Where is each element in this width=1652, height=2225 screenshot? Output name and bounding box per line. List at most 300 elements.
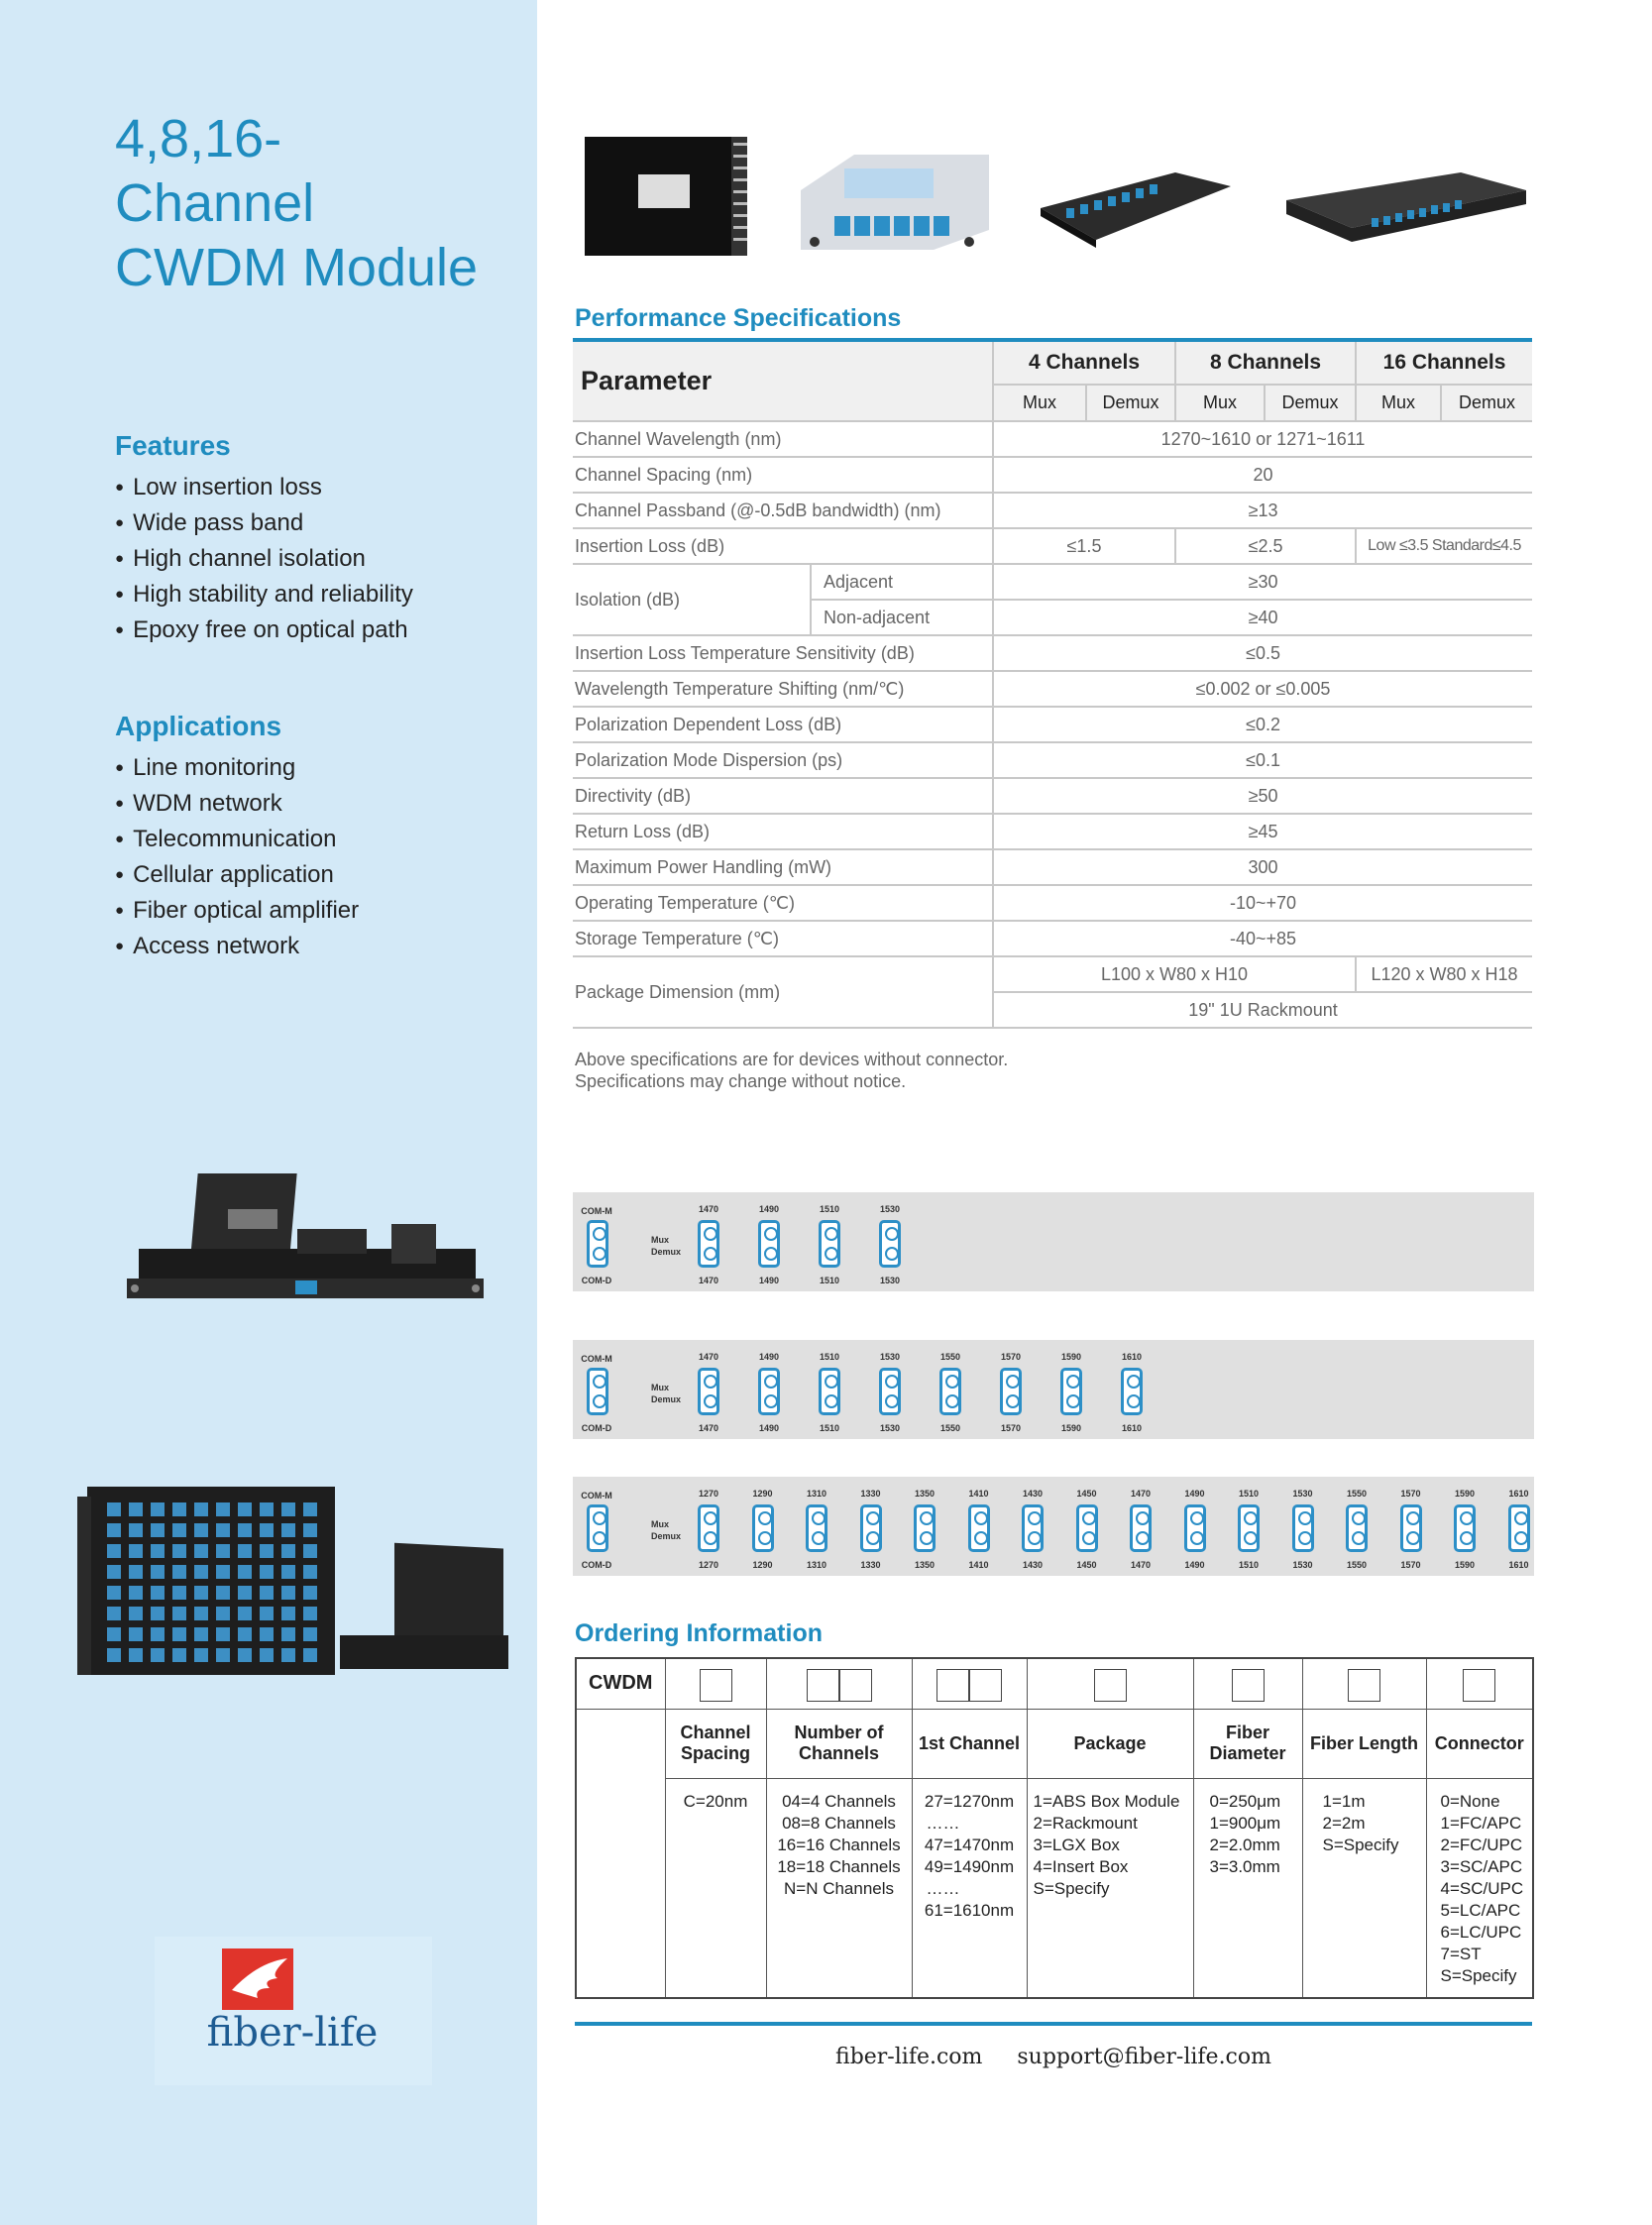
port-icon — [260, 1627, 274, 1641]
port-icon — [216, 1648, 230, 1662]
logo-text: fiber-life — [206, 2010, 379, 2056]
port-icon — [303, 1607, 317, 1620]
port-icon — [151, 1648, 165, 1662]
head-line: Fiber — [1225, 1723, 1269, 1742]
channel-label: 1350 — [914, 1560, 936, 1570]
table-row: Insertion Loss Temperature Sensitivity (dB) ≤0.5 — [573, 635, 1532, 671]
performance-heading: Performance Specifications — [575, 304, 902, 332]
table-row: Isolation (dB) Adjacent ≥30 — [573, 564, 1532, 600]
channel-label: 1610 — [1121, 1352, 1143, 1362]
channel-label: 1550 — [939, 1352, 961, 1362]
port-icon — [1346, 1504, 1368, 1552]
port-icon — [107, 1627, 121, 1641]
option: S=Specify — [1322, 1835, 1399, 1854]
port-icon — [281, 1523, 295, 1537]
table-row: Maximum Power Handling (mW) 300 — [573, 849, 1532, 885]
channel-label: 1570 — [1400, 1489, 1421, 1499]
channel-label: 1570 — [1000, 1352, 1022, 1362]
group-16ch: 16 Channels — [1356, 342, 1532, 385]
channel-label: 1450 — [1076, 1560, 1097, 1570]
order-box-diameter — [1193, 1658, 1302, 1709]
channel-label: 1450 — [1076, 1489, 1097, 1499]
port-icon — [172, 1648, 186, 1662]
channel-label: 1530 — [879, 1423, 901, 1433]
channel-label: 1490 — [758, 1423, 780, 1433]
group-4ch: 4 Channels — [993, 342, 1175, 385]
channel-label: 1470 — [698, 1352, 719, 1362]
head-line: Spacing — [680, 1743, 750, 1763]
com-m-label: COM-M — [581, 1206, 612, 1216]
checkbox[interactable] — [1232, 1669, 1265, 1702]
port-icon — [281, 1502, 295, 1516]
port-icon — [216, 1544, 230, 1558]
checkbox[interactable] — [936, 1669, 969, 1702]
port-icon — [260, 1607, 274, 1620]
port-icon — [260, 1586, 274, 1600]
port-icon — [107, 1586, 121, 1600]
list-item: ● WDM network — [115, 787, 359, 823]
port-icon — [1508, 1504, 1530, 1552]
port-icon — [698, 1504, 719, 1552]
port-icon — [238, 1502, 252, 1516]
port-icon — [1238, 1504, 1260, 1552]
option: 61=1610nm — [924, 1900, 1015, 1920]
head-line: Channel — [680, 1723, 751, 1742]
port-icon — [758, 1368, 780, 1415]
order-head: Connector — [1426, 1709, 1533, 1778]
port-icon — [698, 1368, 719, 1415]
channel-label: 1590 — [1454, 1560, 1476, 1570]
option: 2=2m — [1322, 1813, 1366, 1833]
option: N=N Channels — [783, 1878, 895, 1898]
port-icon — [172, 1565, 186, 1579]
order-opts — [766, 1778, 912, 1998]
sub-header: Demux — [1086, 385, 1175, 421]
channel-label: 1530 — [1292, 1489, 1313, 1499]
port-icon — [194, 1648, 208, 1662]
mux-label — [651, 1234, 681, 1258]
checkbox[interactable] — [700, 1669, 732, 1702]
port-icon — [1060, 1368, 1082, 1415]
checkbox[interactable] — [1094, 1669, 1127, 1702]
option: 16=16 Channels — [777, 1835, 901, 1854]
mux-label — [651, 1382, 681, 1405]
channel-label: 1490 — [758, 1204, 780, 1214]
port-icon — [172, 1586, 186, 1600]
channel-label: 1490 — [758, 1352, 780, 1362]
option: 2=2.0mm — [1209, 1835, 1280, 1854]
port-icon — [1454, 1504, 1476, 1552]
list-item: ● Cellular application — [115, 858, 359, 894]
channel-label: 1470 — [1130, 1489, 1152, 1499]
list-item: ● Low insertion loss — [115, 471, 413, 506]
order-blank-cell — [576, 1709, 665, 1998]
option: 6=LC/UPC — [1440, 1922, 1522, 1942]
port-icon — [107, 1565, 121, 1579]
logo — [155, 1937, 432, 2085]
order-box-length — [1302, 1658, 1426, 1709]
channel-label: 1470 — [698, 1276, 719, 1285]
option: 1=900μm — [1209, 1813, 1281, 1833]
option: 1=ABS Box Module — [1033, 1791, 1180, 1811]
channel-label: 1510 — [1238, 1560, 1260, 1570]
option: S=Specify — [1033, 1878, 1110, 1898]
channel-label: 1550 — [1346, 1489, 1368, 1499]
head-line: Number of — [794, 1723, 884, 1742]
port-icon — [860, 1504, 882, 1552]
checkbox[interactable] — [839, 1669, 872, 1702]
option: 4=Insert Box — [1033, 1856, 1129, 1876]
port-icon — [194, 1502, 208, 1516]
port-icon — [172, 1607, 186, 1620]
channel-label: 1430 — [1022, 1560, 1044, 1570]
table-row: Channel Spacing (nm) 20 — [573, 457, 1532, 493]
list-item: ● Line monitoring — [115, 751, 359, 787]
channel-label: 1430 — [1022, 1489, 1044, 1499]
port-icon — [238, 1607, 252, 1620]
table-row: Insertion Loss (dB) ≤1.5 ≤2.5 Low ≤3.5 Standard≤4.5 — [573, 528, 1532, 564]
table-row: Channel Wavelength (nm) 1270~1610 or 1271~1611 — [573, 421, 1532, 457]
port-icon — [303, 1523, 317, 1537]
port-icon — [151, 1544, 165, 1558]
option: 5=LC/APC — [1440, 1900, 1521, 1920]
checkbox[interactable] — [1348, 1669, 1380, 1702]
order-box-channels — [766, 1658, 912, 1709]
port-icon — [238, 1648, 252, 1662]
sidebar — [0, 0, 537, 2225]
channel-label: 1530 — [1292, 1560, 1313, 1570]
port-icon — [303, 1627, 317, 1641]
table-row: Polarization Dependent Loss (dB) ≤0.2 — [573, 707, 1532, 742]
chassis-product-image — [77, 1487, 513, 1695]
option: 7=ST — [1440, 1944, 1482, 1963]
list-item: ● Access network — [115, 930, 359, 965]
list-item: ● High stability and reliability — [115, 578, 413, 613]
channel-label: 1530 — [879, 1352, 901, 1362]
port-icon — [194, 1607, 208, 1620]
option: 0=250μm — [1209, 1791, 1281, 1811]
channel-label: 1550 — [1346, 1560, 1368, 1570]
option: 3=SC/APC — [1440, 1856, 1523, 1876]
table-row: Wavelength Temperature Shifting (nm/℃) ≤0.002 or ≤0.005 — [573, 671, 1532, 707]
port-icon — [129, 1627, 143, 1641]
order-box-first — [912, 1658, 1027, 1709]
port-icon — [216, 1502, 230, 1516]
port-icon — [303, 1544, 317, 1558]
order-box-package — [1027, 1658, 1193, 1709]
table-row: Operating Temperature (℃) -10~+70 — [573, 885, 1532, 921]
port-icon — [587, 1504, 608, 1552]
com-d-label: COM-D — [581, 1423, 612, 1433]
mux-text: Mux — [651, 1235, 669, 1245]
channel-label: 1490 — [758, 1276, 780, 1285]
port-icon — [1400, 1504, 1422, 1552]
port-icon — [303, 1565, 317, 1579]
port-icon — [879, 1368, 901, 1415]
port-icon — [281, 1648, 295, 1662]
mux-text: Mux — [651, 1383, 669, 1392]
sub-header: Demux — [1441, 385, 1532, 421]
port-icon — [151, 1627, 165, 1641]
channel-label: 1310 — [806, 1489, 827, 1499]
diagram-16ch — [573, 1477, 1534, 1576]
port-icon — [216, 1565, 230, 1579]
channel-label: 1270 — [698, 1560, 719, 1570]
option: 1=FC/APC — [1440, 1813, 1522, 1833]
port-icon — [303, 1648, 317, 1662]
port-icon — [758, 1220, 780, 1268]
channel-label: 1550 — [939, 1423, 961, 1433]
title-line-2: Channel — [115, 173, 315, 233]
order-head — [1193, 1709, 1302, 1778]
page-title — [115, 107, 531, 300]
diagram-4ch — [573, 1192, 1534, 1291]
features-heading: Features — [115, 430, 231, 461]
port-icon — [281, 1565, 295, 1579]
sub-header: Demux — [1265, 385, 1356, 421]
order-opts — [1193, 1778, 1302, 1998]
port-icon — [172, 1502, 186, 1516]
port-icon — [107, 1544, 121, 1558]
table-row: Package Dimension (mm) L100 x W80 x H10 L120 x W80 x H18 — [573, 956, 1532, 992]
list-item: ● Epoxy free on optical path — [115, 613, 413, 649]
channel-label: 1470 — [698, 1204, 719, 1214]
checkbox[interactable] — [807, 1669, 839, 1702]
table-row: 19" 1U Rackmount — [573, 992, 1532, 1028]
com-m-label: COM-M — [581, 1354, 612, 1364]
title-line-1: 4,8,16- — [115, 109, 282, 168]
channel-label: 1290 — [752, 1489, 773, 1499]
port-icon — [303, 1502, 317, 1516]
channel-label: 1610 — [1508, 1489, 1529, 1499]
port-icon — [587, 1368, 608, 1415]
port-icon — [587, 1220, 608, 1268]
port-icon — [151, 1565, 165, 1579]
table-row: Polarization Mode Dispersion (ps) ≤0.1 — [573, 742, 1532, 778]
rackmount-product-image — [119, 1169, 496, 1318]
channel-label: 1530 — [879, 1204, 901, 1214]
demux-text: Demux — [651, 1394, 682, 1404]
head-line: Channels — [798, 1743, 880, 1763]
mux-label — [651, 1518, 681, 1542]
port-icon — [752, 1504, 774, 1552]
port-icon — [260, 1523, 274, 1537]
port-icon — [129, 1544, 143, 1558]
port-icon — [172, 1544, 186, 1558]
features-list — [115, 471, 413, 649]
port-icon — [1076, 1504, 1098, 1552]
port-icon — [216, 1607, 230, 1620]
port-icon — [819, 1220, 840, 1268]
channel-label: 1410 — [968, 1560, 989, 1570]
table-row: Channel Passband (@-0.5dB bandwidth) (nm) ≥13 — [573, 493, 1532, 528]
order-head: Package — [1027, 1709, 1193, 1778]
com-d-label: COM-D — [581, 1276, 612, 1285]
channel-label: 1530 — [879, 1276, 901, 1285]
channel-label: 1330 — [860, 1560, 881, 1570]
port-icon — [194, 1565, 208, 1579]
port-icon — [260, 1544, 274, 1558]
port-icon — [216, 1627, 230, 1641]
title-line-3: CWDM Module — [115, 238, 479, 297]
port-icon — [806, 1504, 827, 1552]
port-icon — [238, 1586, 252, 1600]
order-opts — [1027, 1778, 1193, 1998]
abs-box-module-image — [583, 133, 751, 262]
spec-table-wrap — [573, 338, 1532, 1029]
ordering-table — [575, 1657, 1534, 1999]
order-prefix: CWDM — [576, 1658, 665, 1709]
rackmount-16ch-image — [1282, 170, 1530, 250]
option: 47=1470nm — [924, 1835, 1015, 1854]
port-icon — [151, 1502, 165, 1516]
applications-list — [115, 751, 359, 965]
sub-header: Mux — [993, 385, 1086, 421]
table-row: Directivity (dB) ≥50 — [573, 778, 1532, 814]
order-head: 1st Channel — [912, 1709, 1027, 1778]
port-icon — [107, 1607, 121, 1620]
port-icon — [216, 1523, 230, 1537]
option: 2=FC/UPC — [1440, 1835, 1523, 1854]
port-icon — [151, 1607, 165, 1620]
option: …… — [926, 1878, 960, 1898]
port-icon — [698, 1220, 719, 1268]
order-head — [766, 1709, 912, 1778]
port-icon — [1184, 1504, 1206, 1552]
port-icon — [129, 1586, 143, 1600]
option: 3=3.0mm — [1209, 1856, 1280, 1876]
channel-label: 1490 — [1184, 1560, 1205, 1570]
port-icon — [129, 1607, 143, 1620]
port-icon — [281, 1607, 295, 1620]
list-item: ● Wide pass band — [115, 506, 413, 542]
channel-label: 1590 — [1060, 1423, 1082, 1433]
spec-table — [573, 342, 1532, 1029]
option: 04=4 Channels — [782, 1791, 896, 1811]
ordering-heading: Ordering Information — [575, 1619, 823, 1647]
channel-label: 1410 — [968, 1489, 989, 1499]
order-opts — [912, 1778, 1027, 1998]
option: 4=SC/UPC — [1440, 1878, 1524, 1898]
option: …… — [926, 1813, 960, 1833]
lgx-box-image — [795, 151, 993, 260]
port-icon — [129, 1523, 143, 1537]
channel-label: 1510 — [1238, 1489, 1260, 1499]
com-d-label: COM-D — [581, 1560, 612, 1570]
diagram-8ch — [573, 1340, 1534, 1439]
channel-label: 1510 — [819, 1276, 840, 1285]
channel-label: 1610 — [1508, 1560, 1529, 1570]
port-icon — [1130, 1504, 1152, 1552]
channel-label: 1310 — [806, 1560, 827, 1570]
port-icon — [260, 1502, 274, 1516]
port-icon — [107, 1648, 121, 1662]
list-item: ● High channel isolation — [115, 542, 413, 578]
port-icon — [129, 1648, 143, 1662]
spec-notes — [575, 1049, 1008, 1092]
port-icon — [238, 1565, 252, 1579]
list-item: ● Fiber optical amplifier — [115, 894, 359, 930]
demux-text: Demux — [651, 1531, 682, 1541]
port-icon — [303, 1586, 317, 1600]
note-line: Specifications may change without notice. — [575, 1071, 907, 1091]
footer — [575, 2045, 1532, 2069]
port-icon — [238, 1544, 252, 1558]
port-icon — [281, 1586, 295, 1600]
channel-label: 1470 — [1130, 1560, 1152, 1570]
channel-label: 1270 — [698, 1489, 719, 1499]
order-opts — [1302, 1778, 1426, 1998]
com-m-label: COM-M — [581, 1491, 612, 1501]
logo-mark-icon — [218, 1945, 297, 2014]
applications-heading: Applications — [115, 711, 282, 741]
option: C=20nm — [683, 1791, 748, 1811]
channel-label: 1470 — [698, 1423, 719, 1433]
port-icon — [194, 1586, 208, 1600]
order-head: Fiber Length — [1302, 1709, 1426, 1778]
port-icon — [879, 1220, 901, 1268]
order-opts — [665, 1778, 766, 1998]
rackmount-1u-image — [1037, 168, 1235, 248]
port-icon — [281, 1544, 295, 1558]
channel-label: 1570 — [1400, 1560, 1421, 1570]
table-row: Return Loss (dB) ≥45 — [573, 814, 1532, 849]
checkbox[interactable] — [1463, 1669, 1495, 1702]
port-icon — [968, 1504, 990, 1552]
port-icon — [260, 1648, 274, 1662]
port-icon — [939, 1368, 961, 1415]
channel-label: 1610 — [1121, 1423, 1143, 1433]
port-icon — [260, 1565, 274, 1579]
group-8ch: 8 Channels — [1175, 342, 1356, 385]
option: 3=LGX Box — [1033, 1835, 1120, 1854]
port-icon — [194, 1544, 208, 1558]
sub-header: Mux — [1175, 385, 1265, 421]
channel-label: 1510 — [819, 1423, 840, 1433]
port-icon — [238, 1627, 252, 1641]
channel-label: 1510 — [819, 1204, 840, 1214]
checkbox[interactable] — [969, 1669, 1002, 1702]
channel-label: 1570 — [1000, 1423, 1022, 1433]
table-row: Storage Temperature (℃) -40~+85 — [573, 921, 1532, 956]
option: 0=None — [1440, 1791, 1500, 1811]
table-row: Non-adjacent ≥40 — [573, 600, 1532, 635]
port-icon — [281, 1627, 295, 1641]
option: 18=18 Channels — [777, 1856, 901, 1876]
port-icon — [107, 1502, 121, 1516]
port-icon — [129, 1565, 143, 1579]
website-link[interactable]: fiber-life.com — [835, 2045, 983, 2069]
port-icon — [1121, 1368, 1143, 1415]
option: S=Specify — [1440, 1965, 1517, 1985]
port-icon — [172, 1627, 186, 1641]
param-header: Parameter — [573, 342, 993, 421]
email-link[interactable]: support@fiber-life.com — [1017, 2045, 1271, 2069]
port-icon — [216, 1586, 230, 1600]
channel-label: 1350 — [914, 1489, 936, 1499]
list-item: ● Telecommunication — [115, 823, 359, 858]
channel-label: 1590 — [1454, 1489, 1476, 1499]
port-icon — [107, 1523, 121, 1537]
port-icon — [129, 1502, 143, 1516]
option: 49=1490nm — [924, 1856, 1015, 1876]
note-line: Above specifications are for devices without connector. — [575, 1050, 1009, 1069]
port-icon — [1000, 1368, 1022, 1415]
mux-text: Mux — [651, 1519, 669, 1529]
demux-text: Demux — [651, 1247, 682, 1257]
port-icon — [172, 1523, 186, 1537]
port-icon — [819, 1368, 840, 1415]
